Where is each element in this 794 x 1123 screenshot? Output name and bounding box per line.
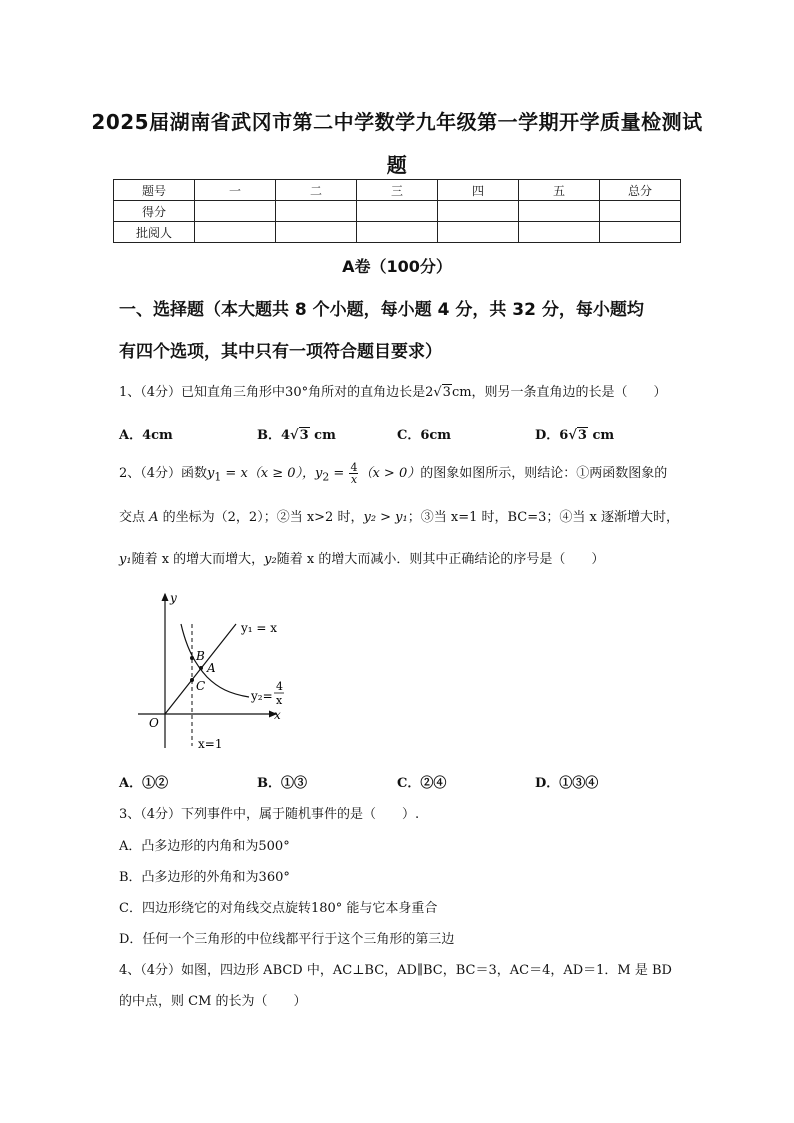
score-cell[interactable] [438, 201, 519, 222]
volume-heading: A卷（100分） [342, 257, 452, 276]
axis-x-label: x [274, 708, 281, 722]
q2-l3-y1: y₁ [119, 552, 132, 567]
score-cell[interactable] [276, 222, 357, 243]
score-cell[interactable] [357, 222, 438, 243]
score-header-cell: 三 [357, 180, 438, 201]
score-header-cell: 二 [276, 180, 357, 201]
q1-b-unit: cm [314, 428, 336, 443]
point-a-dot [199, 666, 203, 670]
q3-option-d[interactable]: D．任何一个三角形的中位线都平行于这个三角形的第三边 [119, 932, 455, 947]
q1-b-coef: 4 [281, 428, 291, 443]
q2-y2: y [315, 466, 323, 481]
q2-y1-sub: 1 [214, 470, 222, 484]
question-2-stem-line2 [119, 506, 679, 525]
q1-b-radicand: 3 [299, 428, 309, 443]
q2-l2-A: A [149, 510, 159, 525]
function-graph [130, 588, 300, 758]
q2-cond: （x > 0） [359, 466, 421, 481]
score-table-row [114, 222, 681, 243]
score-header-cell: 五 [519, 180, 600, 201]
q1-unit-suffix: cm，则另一条直角边的长是（ ） [451, 385, 667, 400]
q2-l2-a: 交点 [119, 510, 150, 525]
q2-y2-sub: 2 [322, 470, 330, 484]
q2-l3-y2: y₂ [264, 552, 277, 567]
hyperbola-frac-den: x [276, 694, 283, 707]
question-2-stem-line1 [119, 462, 667, 485]
q1-prefix: 1、（4分）已知直角三角形中30°角所对的直角边长是 [119, 385, 426, 400]
section-heading-line2: 有四个选项，其中只有一项符合题目要求） [119, 342, 442, 362]
q1-b-prefix: B． [257, 428, 281, 443]
score-header-cell: 一 [195, 180, 276, 201]
score-cell[interactable] [519, 201, 600, 222]
question-2-stem-line3 [119, 548, 604, 567]
q3-option-c[interactable]: C．四边形绕它的对角线交点旋转180° 能与它本身重合 [119, 901, 438, 916]
score-cell[interactable] [438, 222, 519, 243]
score-row-label: 批阅人 [114, 222, 195, 243]
score-row-label: 得分 [114, 201, 195, 222]
score-cell[interactable] [357, 201, 438, 222]
q1-option-d[interactable] [535, 424, 614, 443]
score-table [113, 179, 681, 243]
score-table-header-row [114, 180, 681, 201]
exam-title-line2: 题 [386, 153, 408, 177]
point-b-label: B [196, 649, 205, 663]
q1-option-a[interactable]: A．4cm [119, 428, 173, 443]
q2-l2-ineq: y₂ > y₁ [363, 510, 408, 525]
point-b-dot [190, 656, 194, 660]
q2-frac-den: x [350, 473, 358, 486]
q2-fraction [349, 462, 358, 485]
q1-d-unit: cm [592, 428, 615, 443]
vline-label: x=1 [198, 737, 223, 751]
q2-l3-b: 随着 x 的增大而增大， [131, 552, 265, 567]
q2-prefix: 2、（4分）函数 [119, 466, 208, 481]
point-c-label: C [196, 679, 206, 693]
score-cell[interactable] [276, 201, 357, 222]
axis-y-label: y [170, 591, 177, 605]
q1-d-prefix: D． [535, 428, 560, 443]
q2-option-a[interactable]: A．①② [119, 776, 169, 791]
q2-option-c[interactable]: C．②④ [397, 776, 447, 791]
q1-d-coef: 6 [559, 428, 569, 443]
q1-root-radicand: 3 [442, 385, 451, 400]
score-cell[interactable] [519, 222, 600, 243]
score-header-cell: 四 [438, 180, 519, 201]
sqrt-symbol: √ [568, 428, 577, 443]
score-table-row [114, 201, 681, 222]
question-4-stem-line1: 4、（4分）如图，四边形 ABCD 中，AC⊥BC，AD∥BC，BC＝3，AC＝4，AD＝1．M 是 BD [119, 963, 672, 978]
q1-d-radicand: 3 [577, 428, 587, 443]
score-header-cell: 题号 [114, 180, 195, 201]
q1-option-b[interactable] [257, 424, 336, 443]
q2-option-d[interactable]: D．①③④ [535, 776, 599, 791]
q1-root-coef: 2 [425, 385, 434, 400]
q2-eq1: = x（x ≥ 0）， [221, 466, 316, 481]
origin-label: O [149, 716, 159, 730]
q2-l2-c: ；③当 x=1 时，BC=3；④当 x 逐渐增大时， [407, 510, 680, 525]
score-cell[interactable] [195, 222, 276, 243]
score-cell[interactable] [600, 201, 681, 222]
q2-y1: y [207, 466, 215, 481]
score-cell[interactable] [600, 222, 681, 243]
q2-option-b[interactable]: B．①③ [257, 776, 307, 791]
q3-option-a[interactable]: A．凸多边形的内角和为500° [119, 839, 290, 854]
q3-option-b[interactable]: B．凸多边形的外角和为360° [119, 870, 290, 885]
point-a-label: A [207, 661, 216, 675]
q2-l3-d: 随着 x 的增大而减小．则其中正确结论的序号是（ ） [276, 552, 605, 567]
point-c-dot [190, 678, 194, 682]
section-heading-line1: 一、选择题（本大题共 8 个小题，每小题 4 分，共 32 分，每小题均 [119, 300, 644, 320]
line-y1-label: y₁ = x [241, 621, 278, 635]
score-header-cell: 总分 [600, 180, 681, 201]
q2-stem-tail: 的图象如图所示，则结论：①两函数图象的 [420, 466, 668, 481]
q2-eq2: = [329, 466, 349, 481]
question-3-stem: 3、（4分）下列事件中，属于随机事件的是（ ）. [119, 807, 420, 822]
q1-option-c[interactable]: C．6cm [397, 428, 452, 443]
sqrt-symbol: √ [290, 428, 299, 443]
question-4-stem-line2: 的中点，则 CM 的长为（ ） [119, 994, 307, 1009]
exam-title-line1: 2025届湖南省武冈市第二中学数学九年级第一学期开学质量检测试 [91, 110, 703, 134]
question-1-stem [119, 381, 667, 400]
hyperbola-frac-num: 4 [276, 680, 283, 693]
score-cell[interactable] [195, 201, 276, 222]
q2-frac-num: 4 [350, 461, 358, 474]
hyperbola-y2-label: y₂= [251, 689, 273, 703]
sqrt-symbol: √ [433, 385, 442, 400]
q2-l2-b: 的坐标为（2，2）；②当 x>2 时， [158, 510, 364, 525]
